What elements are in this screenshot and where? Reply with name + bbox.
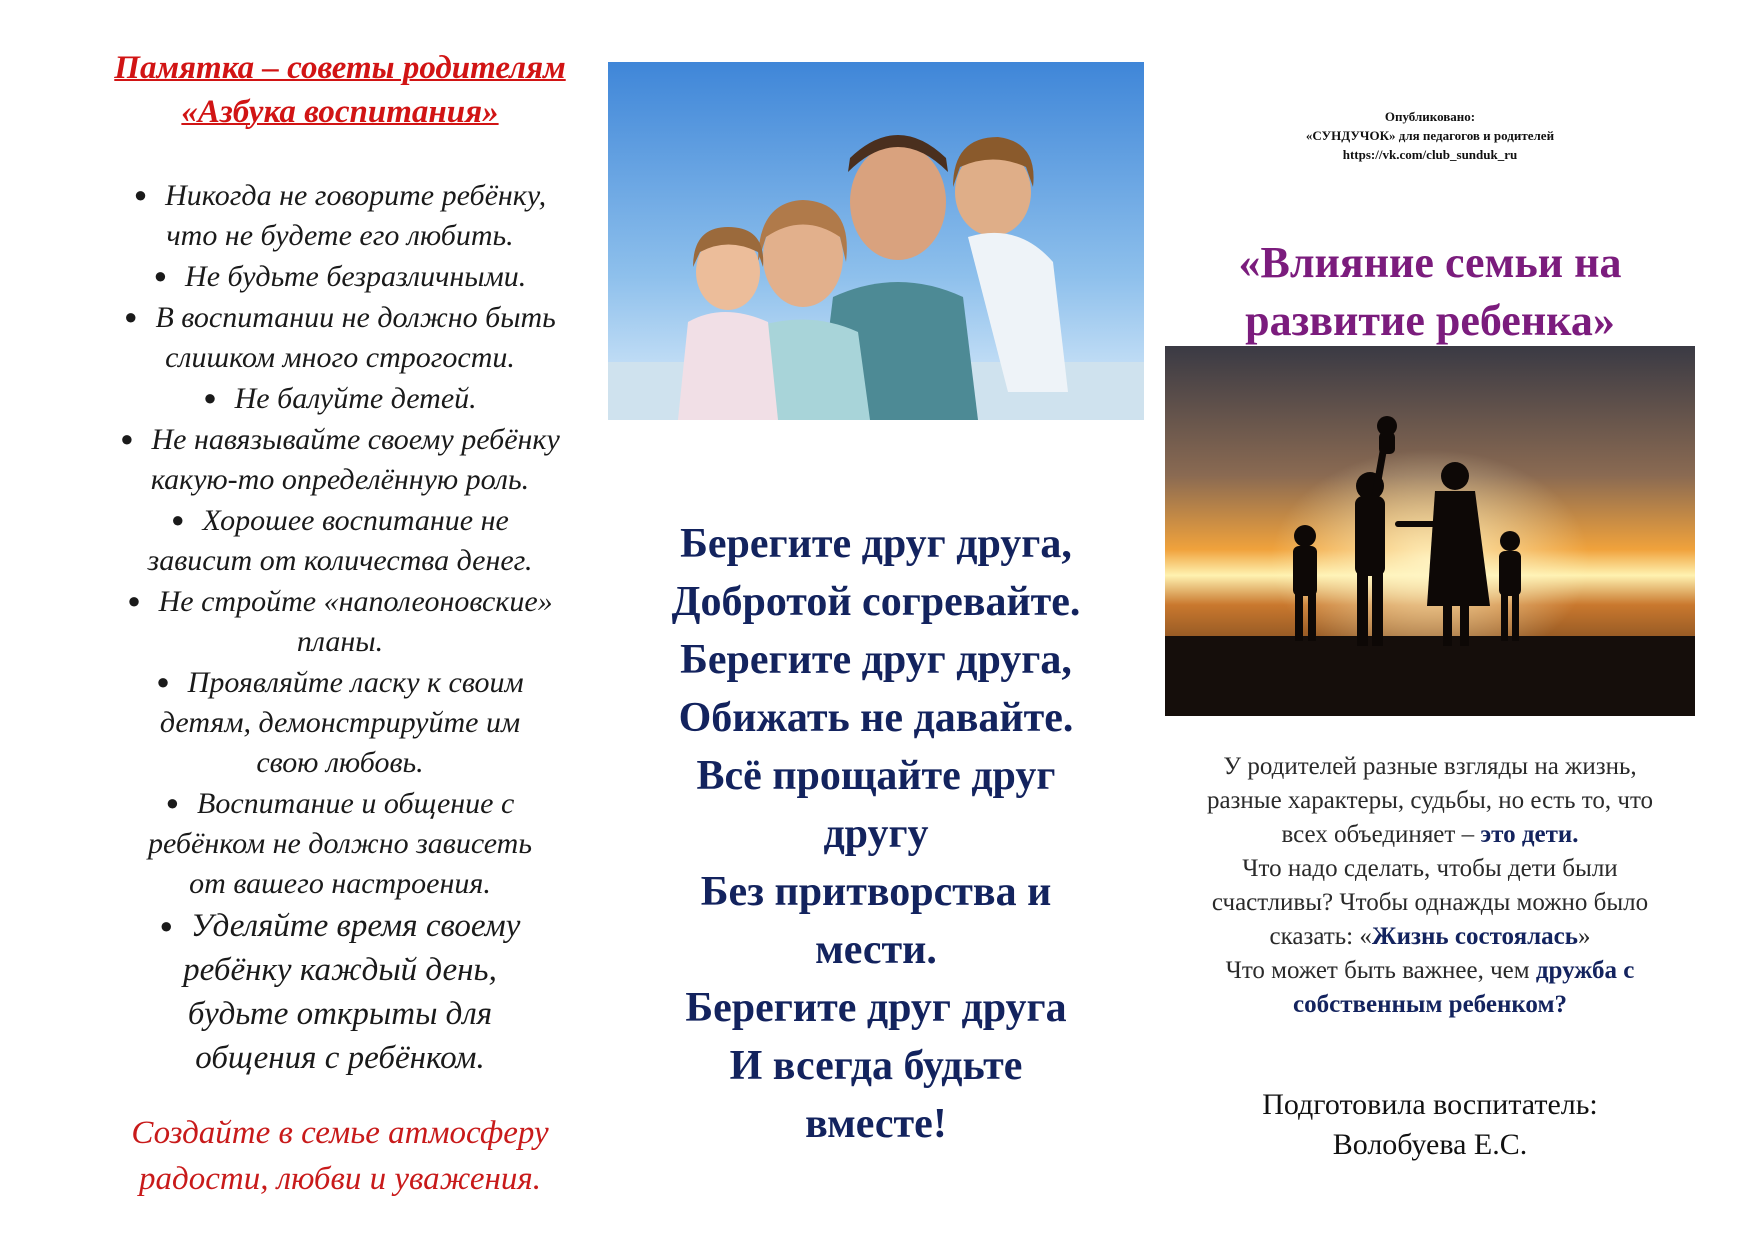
tip-text: детям, демонстрируйте им xyxy=(159,706,521,739)
tip-text: зависит от количества денег. xyxy=(147,544,533,577)
author-credit-label: Подготовила воспитатель: xyxy=(1262,1088,1598,1121)
bullet-icon: ● xyxy=(159,913,173,938)
poem-line: Берегите друг друга, xyxy=(680,637,1072,683)
tip-item xyxy=(60,904,620,1080)
published-note xyxy=(1160,107,1700,164)
tip-text: Проявляйте ласку к своим xyxy=(187,666,524,699)
intro-segment: всех объединяет – xyxy=(1281,821,1481,848)
intro-segment: Что может быть важнее, чем xyxy=(1225,957,1536,984)
intro-emphasis: это дети. xyxy=(1480,821,1579,848)
intro-line xyxy=(1160,954,1700,988)
family-photo xyxy=(608,62,1144,420)
tip-text: общения с ребёнком. xyxy=(195,1040,485,1076)
intro-line xyxy=(1160,988,1700,1022)
intro-text xyxy=(1160,750,1700,1022)
tip-text: Воспитание и общение с xyxy=(197,787,515,820)
poem-line: Без притворства и xyxy=(700,869,1052,915)
tip-text: В воспитании не должно быть xyxy=(155,301,556,334)
tip-item xyxy=(60,783,620,904)
published-source: «СУНДУЧОК» для педагогов и родителей xyxy=(1305,128,1555,143)
bullet-icon: ● xyxy=(171,507,185,532)
author-name: Волобуева Е.С. xyxy=(1332,1128,1528,1161)
intro-line: счастливы? Чтобы однажды можно было xyxy=(1211,889,1649,916)
intro-line: Что надо сделать, чтобы дети были xyxy=(1242,855,1618,882)
bullet-icon: ● xyxy=(153,263,168,288)
poem-line: Обижать не давайте. xyxy=(678,695,1074,741)
bullet-icon: ● xyxy=(156,669,170,694)
family-photo-illustration xyxy=(608,62,1144,420)
sunset-family-photo xyxy=(1165,346,1695,716)
poem xyxy=(608,515,1144,1153)
tip-text: будьте открыты для xyxy=(187,996,493,1032)
intro-segment: » xyxy=(1577,923,1591,950)
intro-line: У родителей разные взгляды на жизнь, xyxy=(1223,753,1637,780)
tip-text: планы. xyxy=(296,625,384,658)
tip-text: Никогда не говорите ребёнку, xyxy=(165,179,547,212)
memo-title xyxy=(60,46,620,134)
poem-line: Берегите друг друга xyxy=(685,985,1067,1031)
poem-line: вместе! xyxy=(805,1101,947,1147)
tip-text: Не навязывайте своему ребёнку xyxy=(151,423,560,456)
tip-text: Хорошее воспитание не xyxy=(202,504,509,537)
tips-list xyxy=(60,175,620,1080)
memo-footer xyxy=(60,1110,620,1202)
tip-item xyxy=(60,581,620,662)
intro-line xyxy=(1160,818,1700,852)
poem-line: Всё прощайте друг xyxy=(696,753,1056,799)
bullet-icon: ● xyxy=(124,304,138,329)
memo-footer-line1: Создайте в семье атмосферу xyxy=(131,1115,549,1151)
published-label: Опубликовано: xyxy=(1384,109,1476,124)
tip-text: от вашего настроения. xyxy=(189,867,491,900)
intro-emphasis: собственным ребенком? xyxy=(1293,991,1567,1018)
tip-item xyxy=(60,500,620,581)
poem-line: другу xyxy=(823,811,929,857)
poem-line: мести. xyxy=(815,927,937,973)
tip-item xyxy=(60,297,620,378)
brochure-title xyxy=(1160,234,1700,350)
bullet-icon: ● xyxy=(133,182,148,207)
tip-text: слишком много строгости. xyxy=(165,341,515,374)
memo-footer-line2: радости, любви и уважения. xyxy=(139,1161,541,1197)
author-credit xyxy=(1160,1085,1700,1165)
poem-line: Добротой согревайте. xyxy=(671,579,1081,625)
intro-line: разные характеры, судьбы, но есть то, что xyxy=(1206,787,1654,814)
intro-emphasis: дружба с xyxy=(1535,957,1635,984)
sunset-family-photo-illustration xyxy=(1165,346,1695,716)
brochure-title-line2: развитие ребенка» xyxy=(1245,296,1615,345)
memo-title-line1: Памятка – советы родителям xyxy=(114,50,566,86)
bullet-icon: ● xyxy=(120,426,134,451)
tip-text: Не будьте безразличными. xyxy=(185,260,527,293)
tip-text: Не балуйте детей. xyxy=(234,382,477,415)
tip-text: Уделяйте время своему xyxy=(190,908,521,944)
tip-text: ребёнку каждый день, xyxy=(183,952,497,988)
bullet-icon: ● xyxy=(165,790,179,815)
tip-text: ребёнком не должно зависеть xyxy=(148,827,532,860)
tip-text: Не стройте «наполеоновские» xyxy=(158,585,553,618)
bullet-icon: ● xyxy=(203,385,217,410)
brochure-title-line1: «Влияние семьи на xyxy=(1238,238,1622,287)
intro-emphasis: Жизнь состоялась xyxy=(1371,923,1578,950)
intro-segment: сказать: « xyxy=(1269,923,1372,950)
tip-item xyxy=(60,256,620,297)
tip-text: что не будете его любить. xyxy=(166,219,514,252)
poem-line: Берегите друг друга, xyxy=(680,521,1072,567)
poem-line: И всегда будьте xyxy=(729,1043,1023,1089)
tip-item xyxy=(60,419,620,500)
tip-item xyxy=(60,662,620,783)
tip-text: свою любовь. xyxy=(256,746,424,779)
bullet-icon: ● xyxy=(127,588,141,613)
published-url: https://vk.com/club_sunduk_ru xyxy=(1342,147,1518,162)
tip-item xyxy=(60,378,620,419)
tip-item xyxy=(60,175,620,256)
tip-text: какую-то определённую роль. xyxy=(150,463,530,496)
memo-title-line2: «Азбука воспитания» xyxy=(181,94,499,130)
intro-line xyxy=(1160,920,1700,954)
